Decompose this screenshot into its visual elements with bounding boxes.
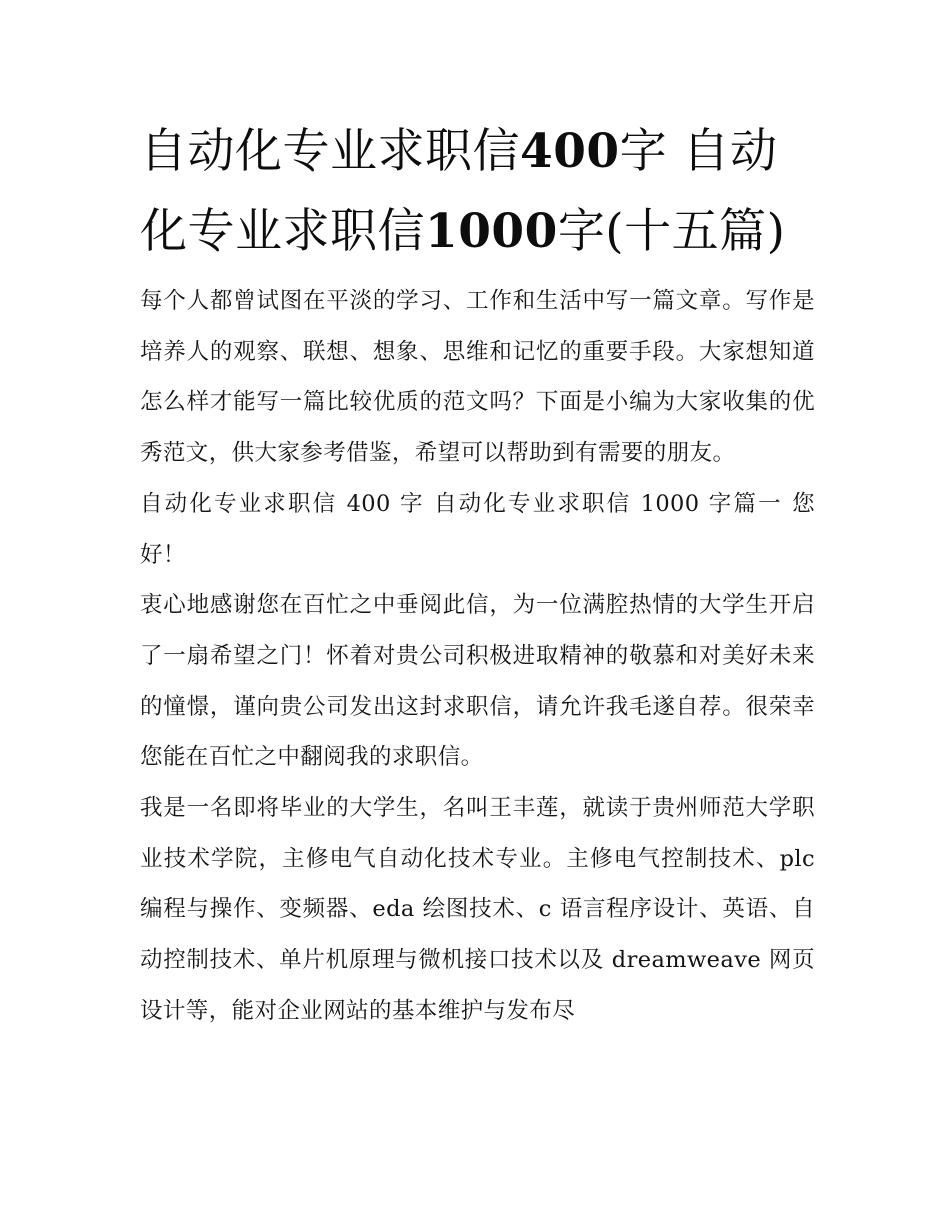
thanks-paragraph: 衷心地感谢您在百忙之中垂阅此信，为一位满腔热情的大学生开启了一扇希望之门！怀着对贵公司积极进取精神的敬慕和对美好未来的憧憬，谨向贵公司发出这封求职信，请允许我毛遂自荐。很荣幸您能在百忙之中翻阅我的求职信。	[140, 592, 815, 771]
title-part-2: 字 自动化专业求职信	[140, 124, 778, 259]
document-title	[140, 112, 820, 272]
document-body	[140, 276, 815, 1037]
intro-paragraph: 每个人都曾试图在平淡的学习、工作和生活中写一篇文章。写作是培养人的观察、联想、想象、思维和记忆的重要手段。大家想知道怎么样才能写一篇比较优质的范文吗？下面是小编为大家收集的优秀范文，供大家参考借鉴，希望可以帮助到有需要的朋友。	[140, 288, 815, 467]
title-number-1000: 1000	[425, 204, 558, 259]
title-part-1: 自动化专业求职信	[140, 124, 520, 179]
self-intro-paragraph: 我是一名即将毕业的大学生，名叫王丰莲，就读于贵州师范大学职业技术学院，主修电气自动化技术专业。主修电气控制技术、plc 编程与操作、变频器、eda 绘图技术、c 语言程序设计、英语、自动控制技术、单片机原理与微机接口技术以及 dreamweave 网页设计等，能对企业网站的基本维护与发布尽	[140, 795, 815, 1024]
title-number-400: 400	[520, 124, 620, 179]
title-part-3: 字(十五篇)	[557, 204, 786, 259]
section-heading-paragraph: 自动化专业求职信 400 字 自动化专业求职信 1000 字篇一 您好！	[140, 490, 815, 568]
